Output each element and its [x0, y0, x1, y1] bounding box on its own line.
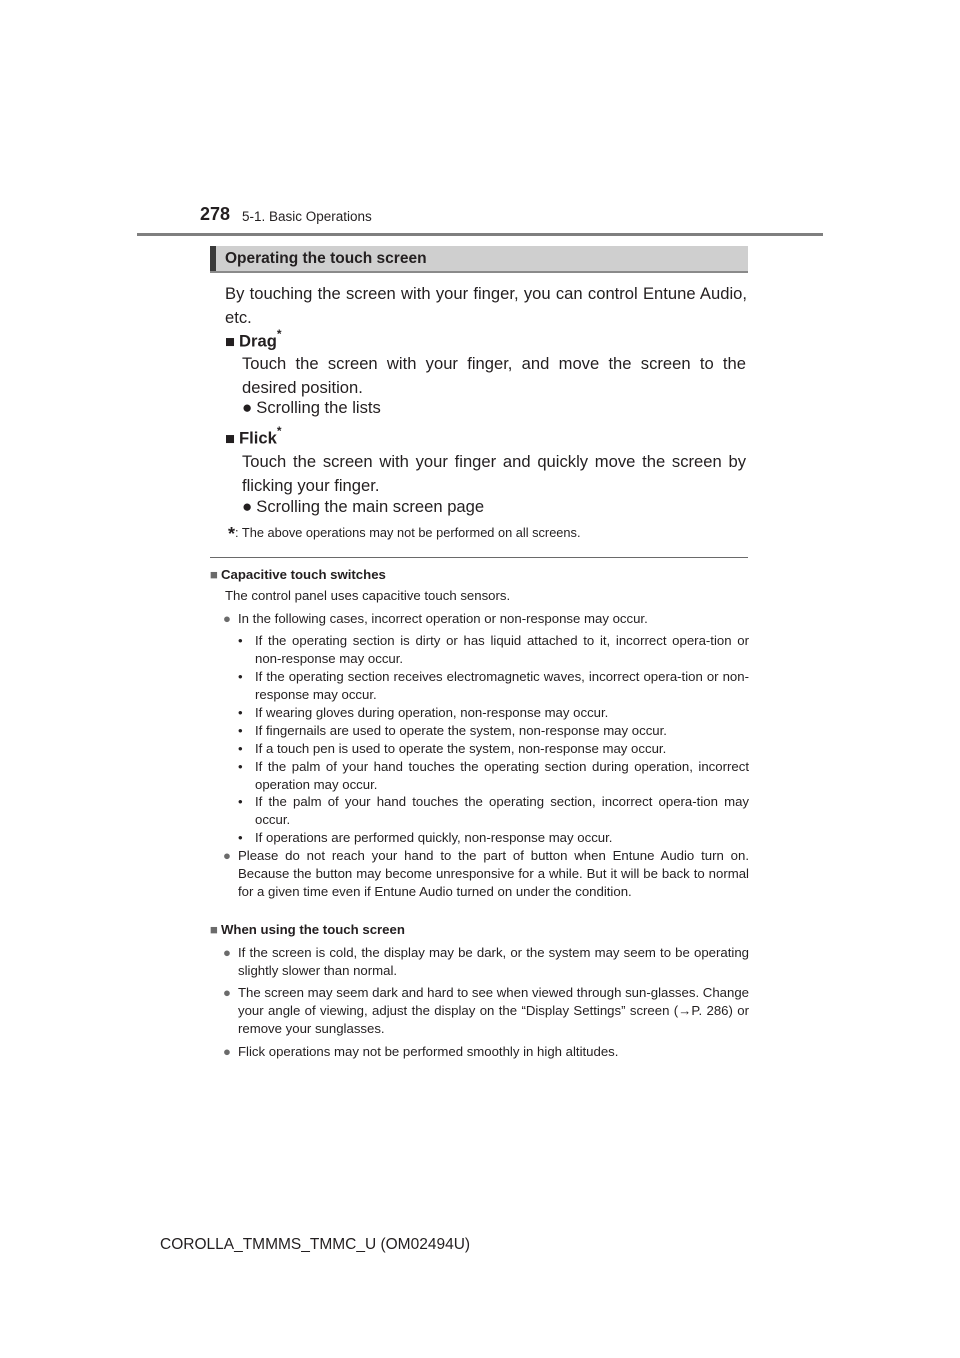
note-capacitive-intro: The control panel uses capacitive touch sensors.	[225, 588, 511, 603]
section-title-marker	[210, 246, 216, 271]
bullet-icon: ●	[223, 945, 231, 960]
bullet-icon: ●	[242, 497, 253, 516]
note-subitem: • If the palm of your hand touches the operating section during operation, incorrect operation may occur.	[238, 759, 749, 792]
section-title-bar	[210, 246, 748, 271]
notes-divider	[210, 557, 748, 558]
note-subitem: • If operations are performed quickly, non-response may occur.	[238, 830, 613, 845]
operation-desc-flick: Touch the screen with your finger and quickly move the screen by flicking your finger.	[242, 452, 746, 495]
note-item: ● In the following cases, incorrect operation or non-response may occur.	[223, 611, 648, 626]
square-bullet-icon: ■	[210, 922, 218, 937]
header-rule	[137, 233, 823, 236]
section-title: Operating the touch screen	[225, 250, 427, 267]
section-title-rule	[210, 271, 748, 273]
footer-model-code: COROLLA_TMMMS_TMMC_U (OM02494U)	[160, 1236, 471, 1253]
square-bullet-icon: ■	[225, 331, 236, 351]
note-item: ● If the screen is cold, the display may be dark, or the system may seem to be operating slightly slower than normal.	[223, 945, 749, 978]
bullet-icon: ●	[242, 398, 253, 417]
note-subitem: • If wearing gloves during operation, non-response may occur.	[238, 705, 609, 720]
bullet-icon: ●	[223, 611, 231, 626]
note-item: ● Flick operations may not be performed smoothly in high altitudes.	[223, 1044, 619, 1059]
bullet-icon: ●	[223, 848, 231, 863]
bullet-icon: ●	[223, 1044, 231, 1059]
page-number: 278	[200, 204, 231, 224]
square-bullet-icon: ■	[225, 428, 236, 448]
note-subitem: • If fingernails are used to operate the system, non-response may occur.	[238, 723, 667, 738]
operation-heading-flick: ■ Flick*	[225, 424, 282, 448]
asterisk-mark: *	[228, 524, 236, 544]
asterisk-mark: *	[276, 327, 282, 341]
bullet-icon: ●	[223, 985, 231, 1000]
operation-example-flick: ● Scrolling the main screen page	[242, 497, 485, 516]
note-heading-when-using: ■ When using the touch screen	[210, 922, 405, 937]
intro-text: By touching the screen with your finger, you can control Entune Audio, etc.	[225, 284, 747, 327]
note-subitem: • If the operating section is dirty or has liquid attached to it, incorrect opera-tion or non-response may occur.	[238, 633, 749, 666]
asterisk-mark: *	[276, 424, 282, 438]
operation-example-drag: ● Scrolling the lists	[242, 398, 381, 417]
operation-heading-drag: ■ Drag*	[225, 327, 282, 351]
note-subitem: • If the palm of your hand touches the operating section, incorrect opera-tion may occur.	[238, 794, 749, 827]
footnote: *: The above operations may not be performed on all screens.	[228, 524, 581, 544]
section-name: 5-1. Basic Operations	[242, 209, 372, 224]
operation-desc-drag: Touch the screen with your finger, and move the screen to the desired position.	[242, 354, 746, 397]
square-bullet-icon: ■	[210, 567, 218, 582]
note-item: ● Please do not reach your hand to the part of button when Entune Audio turn on. Because the button may become unresponsive for a while. But it will be back to normal for a given time even if Entune Audio turned on under the condition.	[223, 848, 749, 899]
note-item: ● The screen may seem dark and hard to see when viewed through sun-glasses. Change your angle of viewing, adjust the display on the “Display Settings” screen (→P. 286) or remove your sunglasses.	[223, 985, 749, 1036]
note-subitem: • If the operating section receives electromagnetic waves, incorrect opera-tion or non-response may occur.	[238, 669, 749, 702]
note-heading-capacitive: ■ Capacitive touch switches	[210, 567, 386, 582]
note-subitem: • If a touch pen is used to operate the system, non-response may occur.	[238, 741, 667, 756]
